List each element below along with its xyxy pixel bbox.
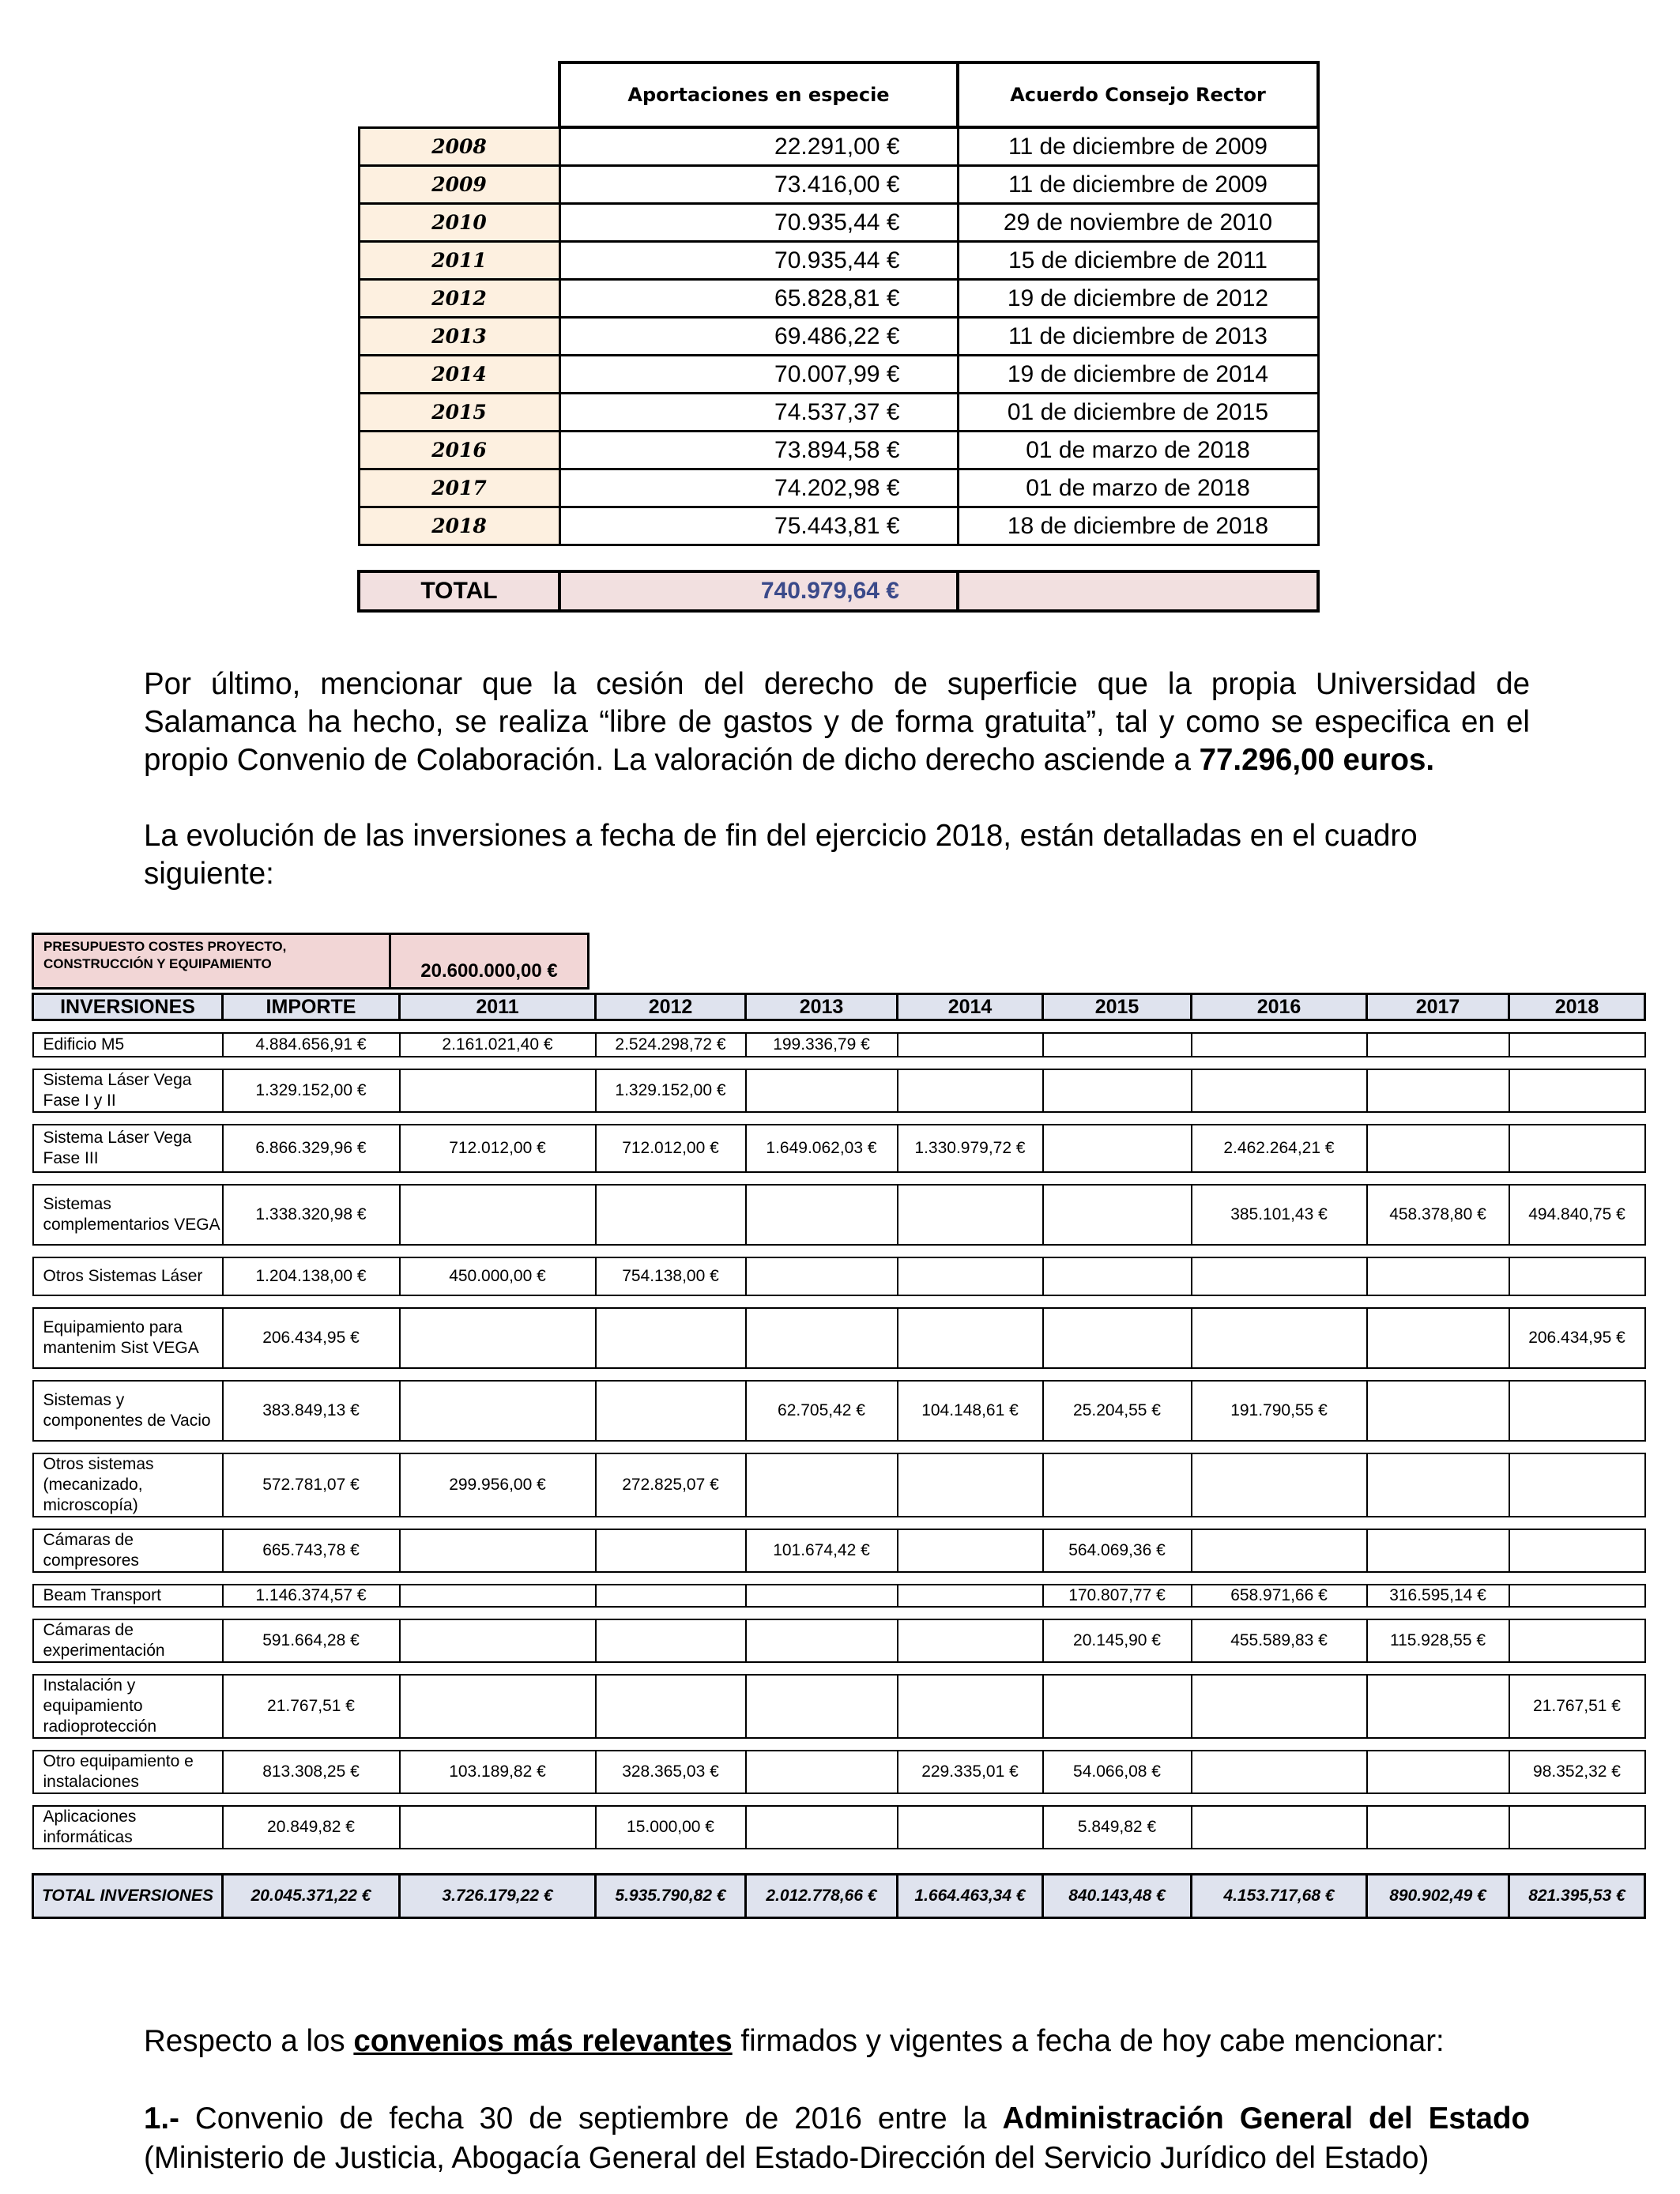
investments-cell: 1.146.374,57 €	[223, 1585, 400, 1607]
investments-row-name: Otros sistemas (mecanizado, microscopía)	[33, 1453, 223, 1517]
contributions-total-row	[359, 571, 1318, 611]
investments-cell: 103.189,82 €	[400, 1751, 596, 1793]
investments-cell: 813.308,25 €	[223, 1751, 400, 1793]
investments-row	[33, 1033, 1645, 1057]
investments-cell	[1509, 1257, 1645, 1295]
investments-header-cell: 2015	[1043, 994, 1192, 1020]
investments-cell: 21.767,51 €	[1509, 1675, 1645, 1738]
contributions-date: 11 de diciembre de 2013	[958, 318, 1318, 356]
investments-cell	[1192, 1257, 1367, 1295]
investments-total-cell: 3.726.179,22 €	[400, 1875, 596, 1918]
investments-cell	[400, 1529, 596, 1572]
investments-cell: 665.743,78 €	[223, 1529, 400, 1572]
investments-row-name: Edificio M5	[33, 1033, 223, 1057]
investments-cell	[596, 1619, 746, 1662]
contributions-date: 11 de diciembre de 2009	[958, 127, 1318, 166]
contributions-year: 2012	[359, 280, 559, 318]
investments-row	[33, 1619, 1645, 1662]
contributions-amount: 70.935,44 €	[559, 204, 958, 242]
investments-cell	[1509, 1125, 1645, 1172]
investments-cell	[898, 1033, 1043, 1057]
investments-cell: 591.664,28 €	[223, 1619, 400, 1662]
investments-total-cell: 890.902,49 €	[1367, 1875, 1509, 1918]
investments-cell	[400, 1308, 596, 1368]
agreement-1-post: (Ministerio de Justicia, Abogacía General del Estado-Dirección del Servicio Jurídico del Estado)	[144, 2141, 1430, 2175]
contributions-row	[359, 280, 1318, 318]
investments-cell: 494.840,75 €	[1509, 1185, 1645, 1245]
investments-cell: 229.335,01 €	[898, 1751, 1043, 1793]
investments-header-cell: 2012	[596, 994, 746, 1020]
investments-cell: 2.462.264,21 €	[1192, 1125, 1367, 1172]
investments-cell	[1043, 1185, 1192, 1245]
investments-cell	[1367, 1308, 1509, 1368]
investments-total-cell: 821.395,53 €	[1509, 1875, 1645, 1918]
investments-cell	[746, 1619, 898, 1662]
contributions-header-row	[359, 62, 1318, 127]
budget-box	[32, 933, 590, 990]
contributions-row	[359, 432, 1318, 469]
contributions-date: 01 de diciembre de 2015	[958, 394, 1318, 432]
agreement-1-number: 1.-	[144, 2102, 179, 2136]
budget-label: PRESUPUESTO COSTES PROYECTO, CONSTRUCCIÓN Y EQUIPAMIENTO	[33, 934, 390, 989]
investments-cell	[1367, 1257, 1509, 1295]
investments-cell: 191.790,55 €	[1192, 1381, 1367, 1441]
investments-row	[33, 1675, 1645, 1738]
investments-cell: 712.012,00 €	[400, 1125, 596, 1172]
investments-cell	[1192, 1751, 1367, 1793]
investments-cell	[746, 1185, 898, 1245]
investments-row	[33, 1185, 1645, 1245]
investments-cell: 2.161.021,40 €	[400, 1033, 596, 1057]
contributions-date: 19 de diciembre de 2014	[958, 356, 1318, 394]
investments-cell	[898, 1619, 1043, 1662]
paragraph-investments-intro: La evolución de las inversiones a fecha de fin del ejercicio 2018, están detalladas en el cuadro siguiente:	[144, 819, 1418, 891]
contributions-year: 2013	[359, 318, 559, 356]
investments-row-name: Instalación y equipamiento radioprotección	[33, 1675, 223, 1738]
contributions-row	[359, 356, 1318, 394]
investments-row	[33, 1453, 1645, 1517]
investments-cell	[1509, 1033, 1645, 1057]
investments-cell: 4.884.656,91 €	[223, 1033, 400, 1057]
investments-cell	[898, 1185, 1043, 1245]
investments-cell	[1367, 1069, 1509, 1112]
investments-cell: 62.705,42 €	[746, 1381, 898, 1441]
investments-cell: 20.849,82 €	[223, 1806, 400, 1849]
investments-row	[33, 1751, 1645, 1793]
contributions-year: 2010	[359, 204, 559, 242]
investments-cell: 383.849,13 €	[223, 1381, 400, 1441]
investments-header-cell: IMPORTE	[223, 994, 400, 1020]
investments-cell: 1.204.138,00 €	[223, 1257, 400, 1295]
investments-cell	[898, 1806, 1043, 1849]
contributions-row	[359, 507, 1318, 545]
investments-cell: 272.825,07 €	[596, 1453, 746, 1517]
investments-cell	[596, 1381, 746, 1441]
investments-cell	[746, 1453, 898, 1517]
investments-cell: 385.101,43 €	[1192, 1185, 1367, 1245]
contributions-row	[359, 318, 1318, 356]
budget-value: 20.600.000,00 €	[390, 934, 589, 989]
investments-cell	[1509, 1806, 1645, 1849]
investments-cell: 712.012,00 €	[596, 1125, 746, 1172]
investments-row-name: Sistema Láser Vega Fase III	[33, 1125, 223, 1172]
investments-cell	[1043, 1033, 1192, 1057]
investments-row-name: Cámaras de experimentación	[33, 1619, 223, 1662]
contributions-date: 18 de diciembre de 2018	[958, 507, 1318, 545]
investments-row-name: Otro equipamiento e instalaciones	[33, 1751, 223, 1793]
investments-cell	[1192, 1033, 1367, 1057]
paragraph-agreements-pre: Respecto a los	[144, 2024, 354, 2058]
investments-cell	[746, 1308, 898, 1368]
investments-cell	[1367, 1751, 1509, 1793]
investments-row	[33, 1529, 1645, 1572]
investments-row	[33, 1806, 1645, 1849]
investments-total-cell: 20.045.371,22 €	[223, 1875, 400, 1918]
investments-cell	[1043, 1257, 1192, 1295]
contributions-amount: 65.828,81 €	[559, 280, 958, 318]
investments-cell: 1.330.979,72 €	[898, 1125, 1043, 1172]
investments-row-name: Otros Sistemas Láser	[33, 1257, 223, 1295]
investments-cell: 15.000,00 €	[596, 1806, 746, 1849]
investments-cell: 199.336,79 €	[746, 1033, 898, 1057]
investments-cell: 5.849,82 €	[1043, 1806, 1192, 1849]
investments-cell: 754.138,00 €	[596, 1257, 746, 1295]
contributions-year: 2011	[359, 242, 559, 280]
contributions-amount: 75.443,81 €	[559, 507, 958, 545]
contributions-amount: 70.935,44 €	[559, 242, 958, 280]
contributions-date: 29 de noviembre de 2010	[958, 204, 1318, 242]
investments-cell: 25.204,55 €	[1043, 1381, 1192, 1441]
investments-cell: 564.069,36 €	[1043, 1529, 1192, 1572]
investments-total-cell: 2.012.778,66 €	[746, 1875, 898, 1918]
investments-cell	[1509, 1381, 1645, 1441]
investments-cell	[1367, 1125, 1509, 1172]
paragraph-agreements-post: firmados y vigentes a fecha de hoy cabe mencionar:	[732, 2024, 1445, 2058]
investments-row-name: Aplicaciones informáticas	[33, 1806, 223, 1849]
investments-row-name: Equipamiento para mantenim Sist VEGA	[33, 1308, 223, 1368]
contributions-year: 2015	[359, 394, 559, 432]
investments-row	[33, 1125, 1645, 1172]
investments-cell	[400, 1585, 596, 1607]
investments-cell: 450.000,00 €	[400, 1257, 596, 1295]
investments-cell	[746, 1675, 898, 1738]
investments-cell	[898, 1529, 1043, 1572]
investments-cell	[1509, 1619, 1645, 1662]
investments-cell	[1192, 1069, 1367, 1112]
investments-cell	[596, 1675, 746, 1738]
paragraph-surface-right-text: Por último, mencionar que la cesión del derecho de superficie que la propia Universidad de Salamanca ha hecho, se realiza “libre de gastos y de forma gratuita”, tal y como se especifica en el propio Convenio de Colaboración. La valoración de dicho derecho asciende a	[144, 667, 1530, 777]
investments-cell: 299.956,00 €	[400, 1453, 596, 1517]
investments-cell	[400, 1069, 596, 1112]
contributions-date: 01 de marzo de 2018	[958, 469, 1318, 507]
investments-cell	[1043, 1675, 1192, 1738]
contributions-date: 01 de marzo de 2018	[958, 432, 1318, 469]
investments-cell: 20.145,90 €	[1043, 1619, 1192, 1662]
investments-row	[33, 1257, 1645, 1295]
investments-row-name: Sistemas y componentes de Vacio	[33, 1381, 223, 1441]
investments-cell	[1043, 1125, 1192, 1172]
investments-cell: 170.807,77 €	[1043, 1585, 1192, 1607]
investments-total-label: TOTAL INVERSIONES	[33, 1875, 223, 1918]
investments-total-cell: 840.143,48 €	[1043, 1875, 1192, 1918]
investments-cell	[400, 1806, 596, 1849]
investments-header-cell: 2017	[1367, 994, 1509, 1020]
investments-total-cell: 4.153.717,68 €	[1192, 1875, 1367, 1918]
investments-cell	[898, 1453, 1043, 1517]
investments-cell	[1509, 1529, 1645, 1572]
contributions-year: 2016	[359, 432, 559, 469]
paragraph-agreements	[144, 2022, 1530, 2061]
investments-row	[33, 1381, 1645, 1441]
investments-cell: 98.352,32 €	[1509, 1751, 1645, 1793]
investments-cell: 658.971,66 €	[1192, 1585, 1367, 1607]
contributions-date: 19 de diciembre de 2012	[958, 280, 1318, 318]
investments-row-name: Sistema Láser Vega Fase I y II	[33, 1069, 223, 1112]
investments-cell	[400, 1185, 596, 1245]
investments-cell	[746, 1751, 898, 1793]
investments-cell	[746, 1806, 898, 1849]
investments-row-name: Sistemas complementarios VEGA	[33, 1185, 223, 1245]
investments-header-cell: 2011	[400, 994, 596, 1020]
investments-cell: 6.866.329,96 €	[223, 1125, 400, 1172]
investments-cell	[1043, 1308, 1192, 1368]
contributions-amount: 74.202,98 €	[559, 469, 958, 507]
contributions-row	[359, 469, 1318, 507]
contributions-year: 2009	[359, 166, 559, 204]
investments-cell	[898, 1675, 1043, 1738]
investments-cell: 1.338.320,98 €	[223, 1185, 400, 1245]
contributions-amount: 74.537,37 €	[559, 394, 958, 432]
contributions-total-label: TOTAL	[359, 571, 559, 611]
investments-header-cell: 2018	[1509, 994, 1645, 1020]
contributions-year: 2014	[359, 356, 559, 394]
contributions-year: 2017	[359, 469, 559, 507]
investments-cell	[746, 1069, 898, 1112]
investments-row-name: Beam Transport	[33, 1585, 223, 1607]
investments-cell	[898, 1257, 1043, 1295]
paragraph-agreement-1	[144, 2099, 1530, 2178]
contributions-amount: 22.291,00 €	[559, 127, 958, 166]
investments-cell	[1192, 1308, 1367, 1368]
investments-cell	[898, 1308, 1043, 1368]
contributions-amount: 70.007,99 €	[559, 356, 958, 394]
investments-row	[33, 1308, 1645, 1368]
investments-cell	[596, 1308, 746, 1368]
investments-header-cell: 2013	[746, 994, 898, 1020]
investments-cell: 21.767,51 €	[223, 1675, 400, 1738]
contributions-header-date: Acuerdo Consejo Rector	[958, 62, 1318, 127]
investments-cell	[1509, 1585, 1645, 1607]
investments-cell	[1367, 1453, 1509, 1517]
agreement-1-pre: Convenio de fecha 30 de septiembre de 2016 entre la	[179, 2102, 1003, 2136]
investments-cell	[898, 1069, 1043, 1112]
investments-header-cell: 2016	[1192, 994, 1367, 1020]
investments-cell	[596, 1585, 746, 1607]
investments-row	[33, 1585, 1645, 1607]
contributions-date: 15 de diciembre de 2011	[958, 242, 1318, 280]
investments-total-row	[33, 1875, 1645, 1918]
contributions-header-amount: Aportaciones en especie	[559, 62, 958, 127]
contributions-amount: 73.416,00 €	[559, 166, 958, 204]
contributions-total-amount: 740.979,64 €	[559, 571, 958, 611]
contributions-amount: 73.894,58 €	[559, 432, 958, 469]
investments-cell: 206.434,95 €	[223, 1308, 400, 1368]
investments-cell: 101.674,42 €	[746, 1529, 898, 1572]
investments-cell	[1192, 1529, 1367, 1572]
contributions-row	[359, 204, 1318, 242]
investments-header-cell: INVERSIONES	[33, 994, 223, 1020]
paragraph-surface-right	[144, 665, 1530, 779]
contributions-row	[359, 394, 1318, 432]
investments-cell	[596, 1185, 746, 1245]
agreement-1-party: Administración General del Estado	[1002, 2102, 1531, 2136]
contributions-date: 11 de diciembre de 2009	[958, 166, 1318, 204]
investments-cell	[1509, 1069, 1645, 1112]
paragraph-agreements-underlined: convenios más relevantes	[353, 2024, 733, 2058]
contributions-row	[359, 242, 1318, 280]
investments-cell: 455.589,83 €	[1192, 1619, 1367, 1662]
investments-cell	[1367, 1806, 1509, 1849]
investments-cell	[400, 1381, 596, 1441]
contributions-table	[357, 61, 1320, 613]
investments-cell: 1.649.062,03 €	[746, 1125, 898, 1172]
contributions-header-blank	[359, 62, 559, 127]
investments-cell	[1192, 1675, 1367, 1738]
investments-cell: 1.329.152,00 €	[596, 1069, 746, 1112]
investments-cell	[1043, 1453, 1192, 1517]
investments-cell	[400, 1619, 596, 1662]
investments-cell: 572.781,07 €	[223, 1453, 400, 1517]
investments-cell	[1367, 1381, 1509, 1441]
investments-cell: 54.066,08 €	[1043, 1751, 1192, 1793]
investments-cell: 328.365,03 €	[596, 1751, 746, 1793]
investments-row	[33, 1069, 1645, 1112]
investments-header-cell: 2014	[898, 994, 1043, 1020]
investments-cell	[1192, 1453, 1367, 1517]
investments-cell	[1367, 1033, 1509, 1057]
investments-cell	[1043, 1069, 1192, 1112]
investments-cell	[400, 1675, 596, 1738]
investments-row-name: Cámaras de compresores	[33, 1529, 223, 1572]
contributions-row	[359, 166, 1318, 204]
investments-cell: 115.928,55 €	[1367, 1619, 1509, 1662]
contributions-year: 2018	[359, 507, 559, 545]
investments-cell: 316.595,14 €	[1367, 1585, 1509, 1607]
investments-cell	[1367, 1675, 1509, 1738]
investments-cell: 104.148,61 €	[898, 1381, 1043, 1441]
investments-cell	[898, 1585, 1043, 1607]
investments-cell	[1367, 1529, 1509, 1572]
investments-cell: 458.378,80 €	[1367, 1185, 1509, 1245]
contributions-year: 2008	[359, 127, 559, 166]
investments-total-cell: 1.664.463,34 €	[898, 1875, 1043, 1918]
investments-cell	[746, 1257, 898, 1295]
investments-cell	[596, 1529, 746, 1572]
paragraph-surface-right-amount: 77.296,00 euros.	[1199, 743, 1435, 777]
contributions-row	[359, 127, 1318, 166]
investments-cell: 1.329.152,00 €	[223, 1069, 400, 1112]
investments-header-row	[33, 994, 1645, 1020]
contributions-total-empty	[958, 571, 1318, 611]
investments-table	[32, 993, 1646, 1919]
investments-cell	[746, 1585, 898, 1607]
investments-cell: 206.434,95 €	[1509, 1308, 1645, 1368]
contributions-amount: 69.486,22 €	[559, 318, 958, 356]
investments-cell	[1509, 1453, 1645, 1517]
investments-total-cell: 5.935.790,82 €	[596, 1875, 746, 1918]
investments-cell	[1192, 1806, 1367, 1849]
investments-cell: 2.524.298,72 €	[596, 1033, 746, 1057]
